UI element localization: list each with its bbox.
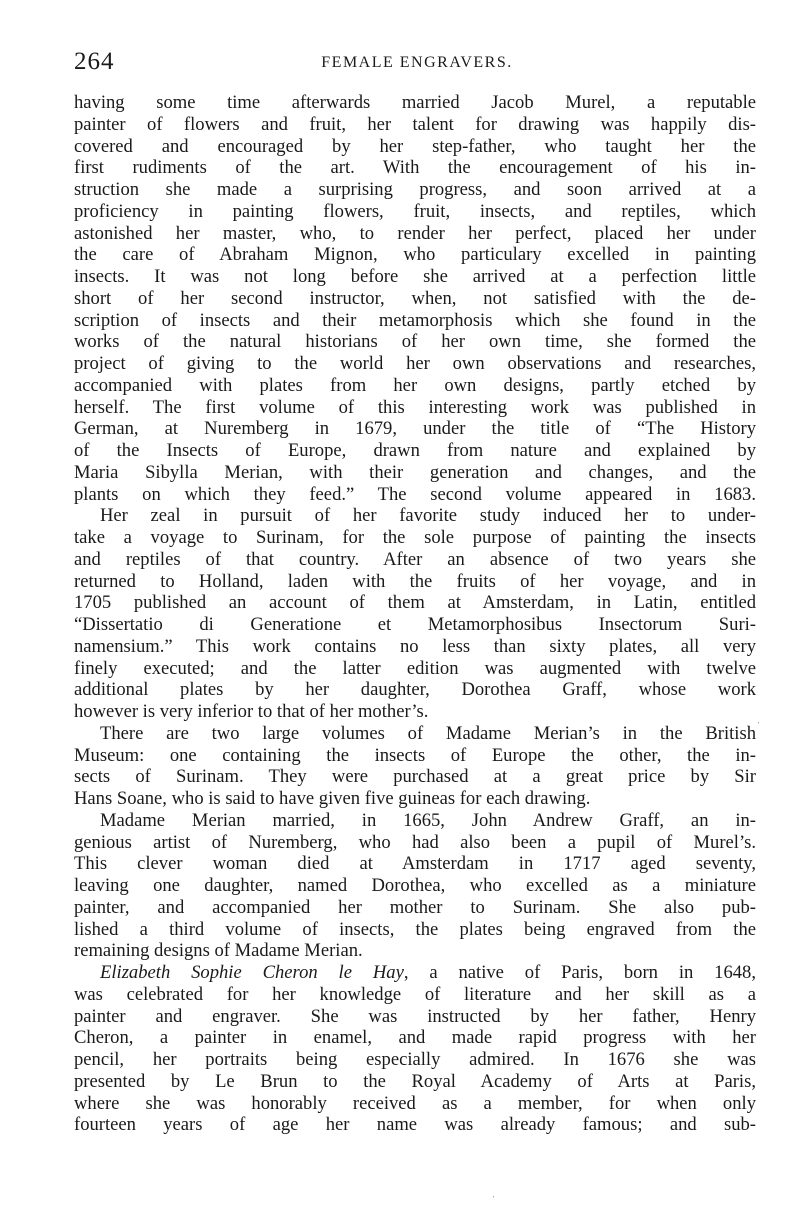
text-line: insects. It was not long before she arrived at a perfection little (74, 266, 756, 287)
italic-name: Elizabeth Sophie Cheron le Hay (100, 962, 404, 983)
text-line: proficiency in painting flowers, fruit, insects, and reptiles, which (74, 200, 756, 222)
text-line: of the Insects of Europe, drawn from nature and explained by (74, 440, 756, 461)
text-line: painter, and accompanied her mother to Surinam. She also pub- (74, 896, 756, 918)
text-line: Maria Sibylla Merian, with their generation and changes, and the (74, 461, 756, 483)
text-line: lished a third volume of insects, the plates being engraved from the (74, 918, 756, 940)
text-line: take a voyage to Surinam, for the sole purpose of painting the insects (74, 527, 756, 548)
paragraph-start-line (74, 962, 756, 984)
body-text (74, 92, 756, 1136)
text-line: pencil, her portraits being especially admired. In 1676 she was (74, 1049, 756, 1070)
text-line: struction she made a surprising progress, and soon arrived at a (74, 179, 756, 200)
text-line: painter of flowers and fruit, her talent for drawing was happily dis- (74, 113, 756, 135)
text-line: genious artist of Nuremberg, who had also been a pupil of Murel’s. (74, 831, 756, 853)
text-line: astonished her master, who, to render her perfect, placed her under (74, 222, 756, 244)
text-line: leaving one daughter, named Dorothea, who excelled as a miniature (74, 875, 756, 896)
page-header (74, 48, 760, 80)
paragraph-end-line: Hans Soane, who is said to have given five guineas for each drawing. (74, 788, 591, 809)
text-line: finely executed; and the latter edition was augmented with twelve (74, 657, 756, 679)
text-line: the care of Abraham Mignon, who particulary excelled in painting (74, 244, 756, 266)
text-line: Cheron, a painter in enamel, and made rapid progress with her (74, 1027, 756, 1049)
text-line: returned to Holland, laden with the fruits of her voyage, and in (74, 570, 756, 592)
text-line: having some time afterwards married Jacob Murel, a reputable (74, 92, 756, 113)
text-line: This clever woman died at Amsterdam in 1717 aged seventy, (74, 853, 756, 875)
paragraph-start-line: Madame Merian married, in 1665, John Andrew Graff, an in- (100, 809, 756, 831)
text-line: namensium.” This work contains no less than sixty plates, all very (74, 635, 756, 657)
scan-speck: ‧ (492, 1192, 495, 1202)
scan-speck: ‧ (757, 718, 760, 728)
text-line: covered and encouraged by her step-father, who taught her the (74, 135, 756, 157)
text-line: painter and engraver. She was instructed by her father, Henry (74, 1005, 756, 1027)
text-line: short of her second instructor, when, not satisfied with the de- (74, 287, 756, 309)
text-line: was celebrated for her knowledge of literature and her skill as a (74, 983, 756, 1005)
text-line: first rudiments of the art. With the encouragement of his in- (74, 157, 756, 179)
text-line: 1705 published an account of them at Amsterdam, in Latin, entitled (74, 592, 756, 614)
text-line: and reptiles of that country. After an absence of two years she (74, 548, 756, 570)
text-line: Museum: one containing the insects of Europe the other, the in- (74, 744, 756, 766)
text-line: additional plates by her daughter, Dorothea Graff, whose work (74, 679, 756, 701)
text-line: sects of Surinam. They were purchased at a great price by Sir (74, 766, 756, 788)
text-run: , a native of Paris, born in 1648, (403, 962, 756, 983)
paragraph-start-line: Her zeal in pursuit of her favorite study induced her to under- (100, 505, 756, 527)
paragraph-end-line: however is very inferior to that of her mother’s. (74, 701, 429, 722)
text-line: project of giving to the world her own observations and researches, (74, 353, 756, 374)
text-line: where she was honorably received as a member, for when only (74, 1092, 756, 1114)
paragraph-start-line: There are two large volumes of Madame Merian’s in the British (100, 722, 756, 744)
text-line: accompanied with plates from her own designs, partly etched by (74, 374, 756, 396)
text-line: presented by Le Brun to the Royal Academy of Arts at Paris, (74, 1070, 756, 1092)
text-line: German, at Nuremberg in 1679, under the title of “The History (74, 418, 756, 440)
text-line: “Dissertatio di Generatione et Metamorphosibus Insectorum Suri- (74, 614, 756, 635)
paragraph-end-line: remaining designs of Madame Merian. (74, 940, 363, 962)
text-line: plants on which they feed.” The second volume appeared in 1683. (74, 483, 756, 505)
page-number: 264 (74, 48, 115, 75)
text-line: scription of insects and their metamorphosis which she found in the (74, 309, 756, 331)
text-line: works of the natural historians of her own time, she formed the (74, 331, 756, 353)
text-line: fourteen years of age her name was already famous; and sub- (74, 1114, 756, 1136)
running-title: FEMALE ENGRAVERS. (321, 54, 513, 71)
text-line: herself. The first volume of this interesting work was published in (74, 396, 756, 418)
